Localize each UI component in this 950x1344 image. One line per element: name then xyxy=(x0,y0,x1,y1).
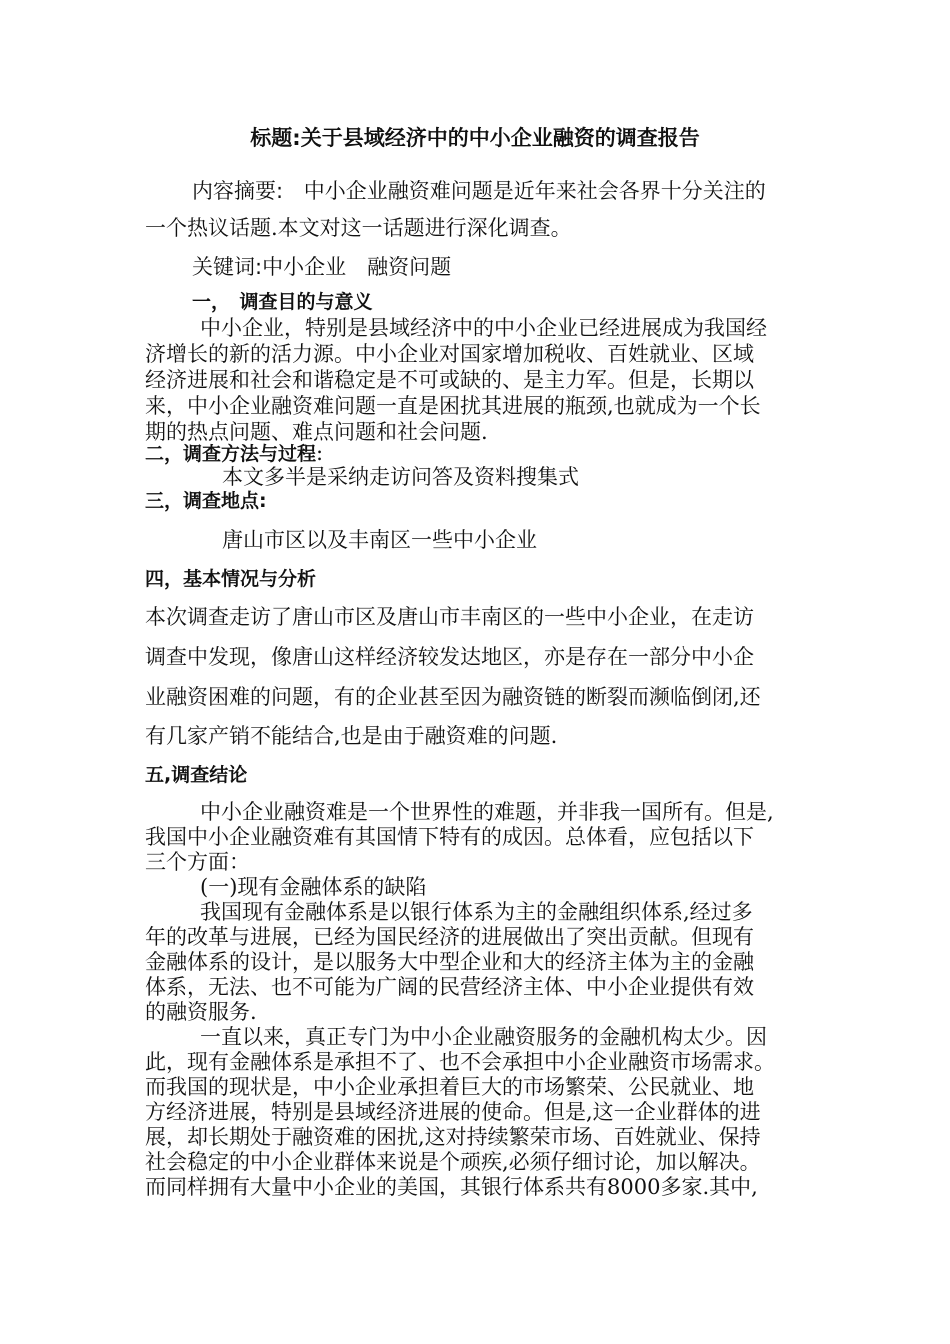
section-1-line: 来，中小企业融资难问题一直是困扰其进展的瓶颈,也就成为一个长 xyxy=(145,394,761,418)
keywords-label: 关键词: xyxy=(192,255,263,279)
section-5-intro-line: 我国中小企业融资难有其国情下特有的成因。总体看，应包括以下 xyxy=(145,825,754,849)
section-1-line: 济增长的新的活力源。中小企业对国家增加税收、百姓就业、区域 xyxy=(145,342,754,366)
section-5-para1-line: 我国现有金融体系是以银行体系为主的金融组织体系,经过多 xyxy=(200,900,753,924)
section-5-para1-line: 年的改革与进展，已经为国民经济的进展做出了突出贡献。但现有 xyxy=(145,925,754,949)
keywords-line xyxy=(192,254,451,280)
section-5-sub-heading: (一)现有金融体系的缺陷 xyxy=(200,875,427,899)
section-3-text: 唐山市区以及丰南区一些中小企业 xyxy=(222,528,537,552)
section-2-heading-line xyxy=(145,440,323,467)
section-5-para2-line: 方经济进展，特别是县域经济进展的使命。但是,这一企业群体的进 xyxy=(145,1100,761,1124)
abstract-text: 中小企业融资难问题是近年来社会各界十分关注的 xyxy=(303,179,766,203)
section-4-line: 有几家产销不能结合,也是由于融资难的问题. xyxy=(145,724,558,748)
keywords-text: 中小企业 融资问题 xyxy=(262,255,452,279)
section-5-para2-line: 而同样拥有大量中小企业的美国，其银行体系共有8000多家.其中, xyxy=(145,1175,758,1199)
section-5-para2-line: 一直以来，真正专门为中小企业融资服务的金融机构太少。因 xyxy=(200,1025,767,1049)
section-2-text: 本文多半是采纳走访问答及资料搜集式 xyxy=(222,465,579,489)
section-5-heading: 五,调查结论 xyxy=(145,764,248,786)
section-4-heading: 四，基本情况与分析 xyxy=(145,568,317,590)
section-1-line: 经济进展和社会和谐稳定是不可或缺的、是主力军。但是，长期以 xyxy=(145,368,754,392)
section-5-para1-line: 的融资服务. xyxy=(145,1000,257,1024)
section-5-intro-line: 三个方面： xyxy=(145,850,250,874)
section-3-heading: 三，调查地点: xyxy=(145,490,267,512)
section-5-para1-line: 金融体系的设计，是以服务大中型企业和大的经济主体为主的金融 xyxy=(145,950,754,974)
section-4-line: 本次调查走访了唐山市区及唐山市丰南区的一些中小企业，在走访 xyxy=(145,605,754,629)
section-1-heading: 一， 调查目的与意义 xyxy=(192,291,373,313)
section-2-heading: 二，调查方法与过程 xyxy=(145,443,317,465)
section-5-para2-line: 此，现有金融体系是承担不了、也不会承担中小企业融资市场需求。 xyxy=(145,1050,775,1074)
section-5-para2-line: 展，却长期处于融资难的困扰,这对持续繁荣市场、百姓就业、保持 xyxy=(145,1125,761,1149)
section-5-para2-line: 而我国的现状是，中小企业承担着巨大的市场繁荣、公民就业、地 xyxy=(145,1075,754,1099)
section-5-para2-line: 社会稳定的中小企业群体来说是个顽疾,必须仔细讨论，加以解决。 xyxy=(145,1150,761,1174)
section-2-colon: : xyxy=(316,441,324,465)
section-5-para1-line: 体系，无法、也不可能为广阔的民营经济主体、中小企业提供有效 xyxy=(145,975,754,999)
abstract-line-2: 一个热议话题.本文对这一话题进行深化调查。 xyxy=(145,216,572,240)
section-5-intro-line: 中小企业融资难是一个世界性的难题，并非我一国所有。但是, xyxy=(200,800,774,824)
section-1-line: 期的热点问题、难点问题和社会问题. xyxy=(145,420,488,444)
section-4-line: 业融资困难的问题，有的企业甚至因为融资链的断裂而濒临倒闭,还 xyxy=(145,685,761,709)
document-title: 标题:关于县域经济中的中小企业融资的调查报告 xyxy=(250,126,700,150)
section-4-line: 调查中发现，像唐山这样经济较发达地区，亦是存在一部分中小企 xyxy=(145,645,754,669)
abstract-line-1 xyxy=(192,178,766,204)
section-1-line: 中小企业，特别是县域经济中的中小企业已经进展成为我国经 xyxy=(200,316,767,340)
abstract-label: 内容摘要: xyxy=(192,179,284,203)
